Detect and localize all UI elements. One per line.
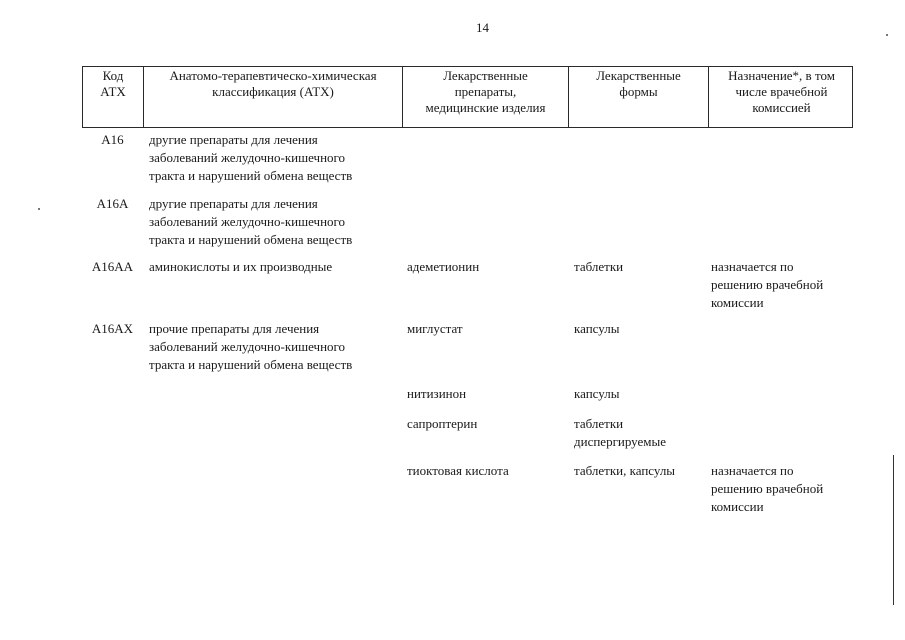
atc-classification: другие препараты для лечения заболеваний желудочно-кишечного тракта и нарушений обмена веществ <box>149 132 353 183</box>
dosage-form: таблетки диспергируемые <box>574 416 667 449</box>
atc-code: A16 <box>101 132 124 147</box>
drug-name: адеметионин <box>407 259 480 274</box>
header-purpose: Назначение*, в том числе врачебной комиссией <box>728 68 835 115</box>
scan-speck <box>38 208 40 210</box>
header-drugs: Лекарственные препараты, медицинские изделия <box>403 67 569 127</box>
scan-edge-line <box>893 455 894 605</box>
atc-classification: прочие препараты для лечения заболеваний желудочно-кишечного тракта и нарушений обмена веществ <box>149 321 353 372</box>
dosage-form: капсулы <box>574 386 620 401</box>
atc-classification: другие препараты для лечения заболеваний желудочно-кишечного тракта и нарушений обмена веществ <box>149 196 353 247</box>
atc-code: A16AX <box>91 321 134 336</box>
drug-name: тиоктовая кислота <box>407 463 509 478</box>
atc-code: A16AA <box>91 259 134 274</box>
scan-speck <box>886 34 888 36</box>
header-code: Код АТХ <box>83 67 144 127</box>
atc-classification: аминокислоты и их производные <box>149 259 333 274</box>
atc-code: A16A <box>96 196 129 211</box>
dosage-form: таблетки <box>574 259 624 274</box>
header-forms: Лекарственные формы <box>569 67 709 127</box>
drug-name: сапроптерин <box>407 416 478 431</box>
header-classification: Анатомо-терапевтическо-химическая классификация (АТХ) <box>144 67 403 127</box>
dosage-form: капсулы <box>574 321 620 336</box>
dosage-form: таблетки, капсулы <box>574 463 676 478</box>
page-number: 14 <box>476 20 489 35</box>
table-header <box>82 66 853 128</box>
drug-name: нитизинон <box>407 386 467 401</box>
purpose-note: назначается по решению врачебной комиссии <box>711 463 824 514</box>
drug-name: миглустат <box>407 321 463 336</box>
purpose-note: назначается по решению врачебной комиссии <box>711 259 824 310</box>
